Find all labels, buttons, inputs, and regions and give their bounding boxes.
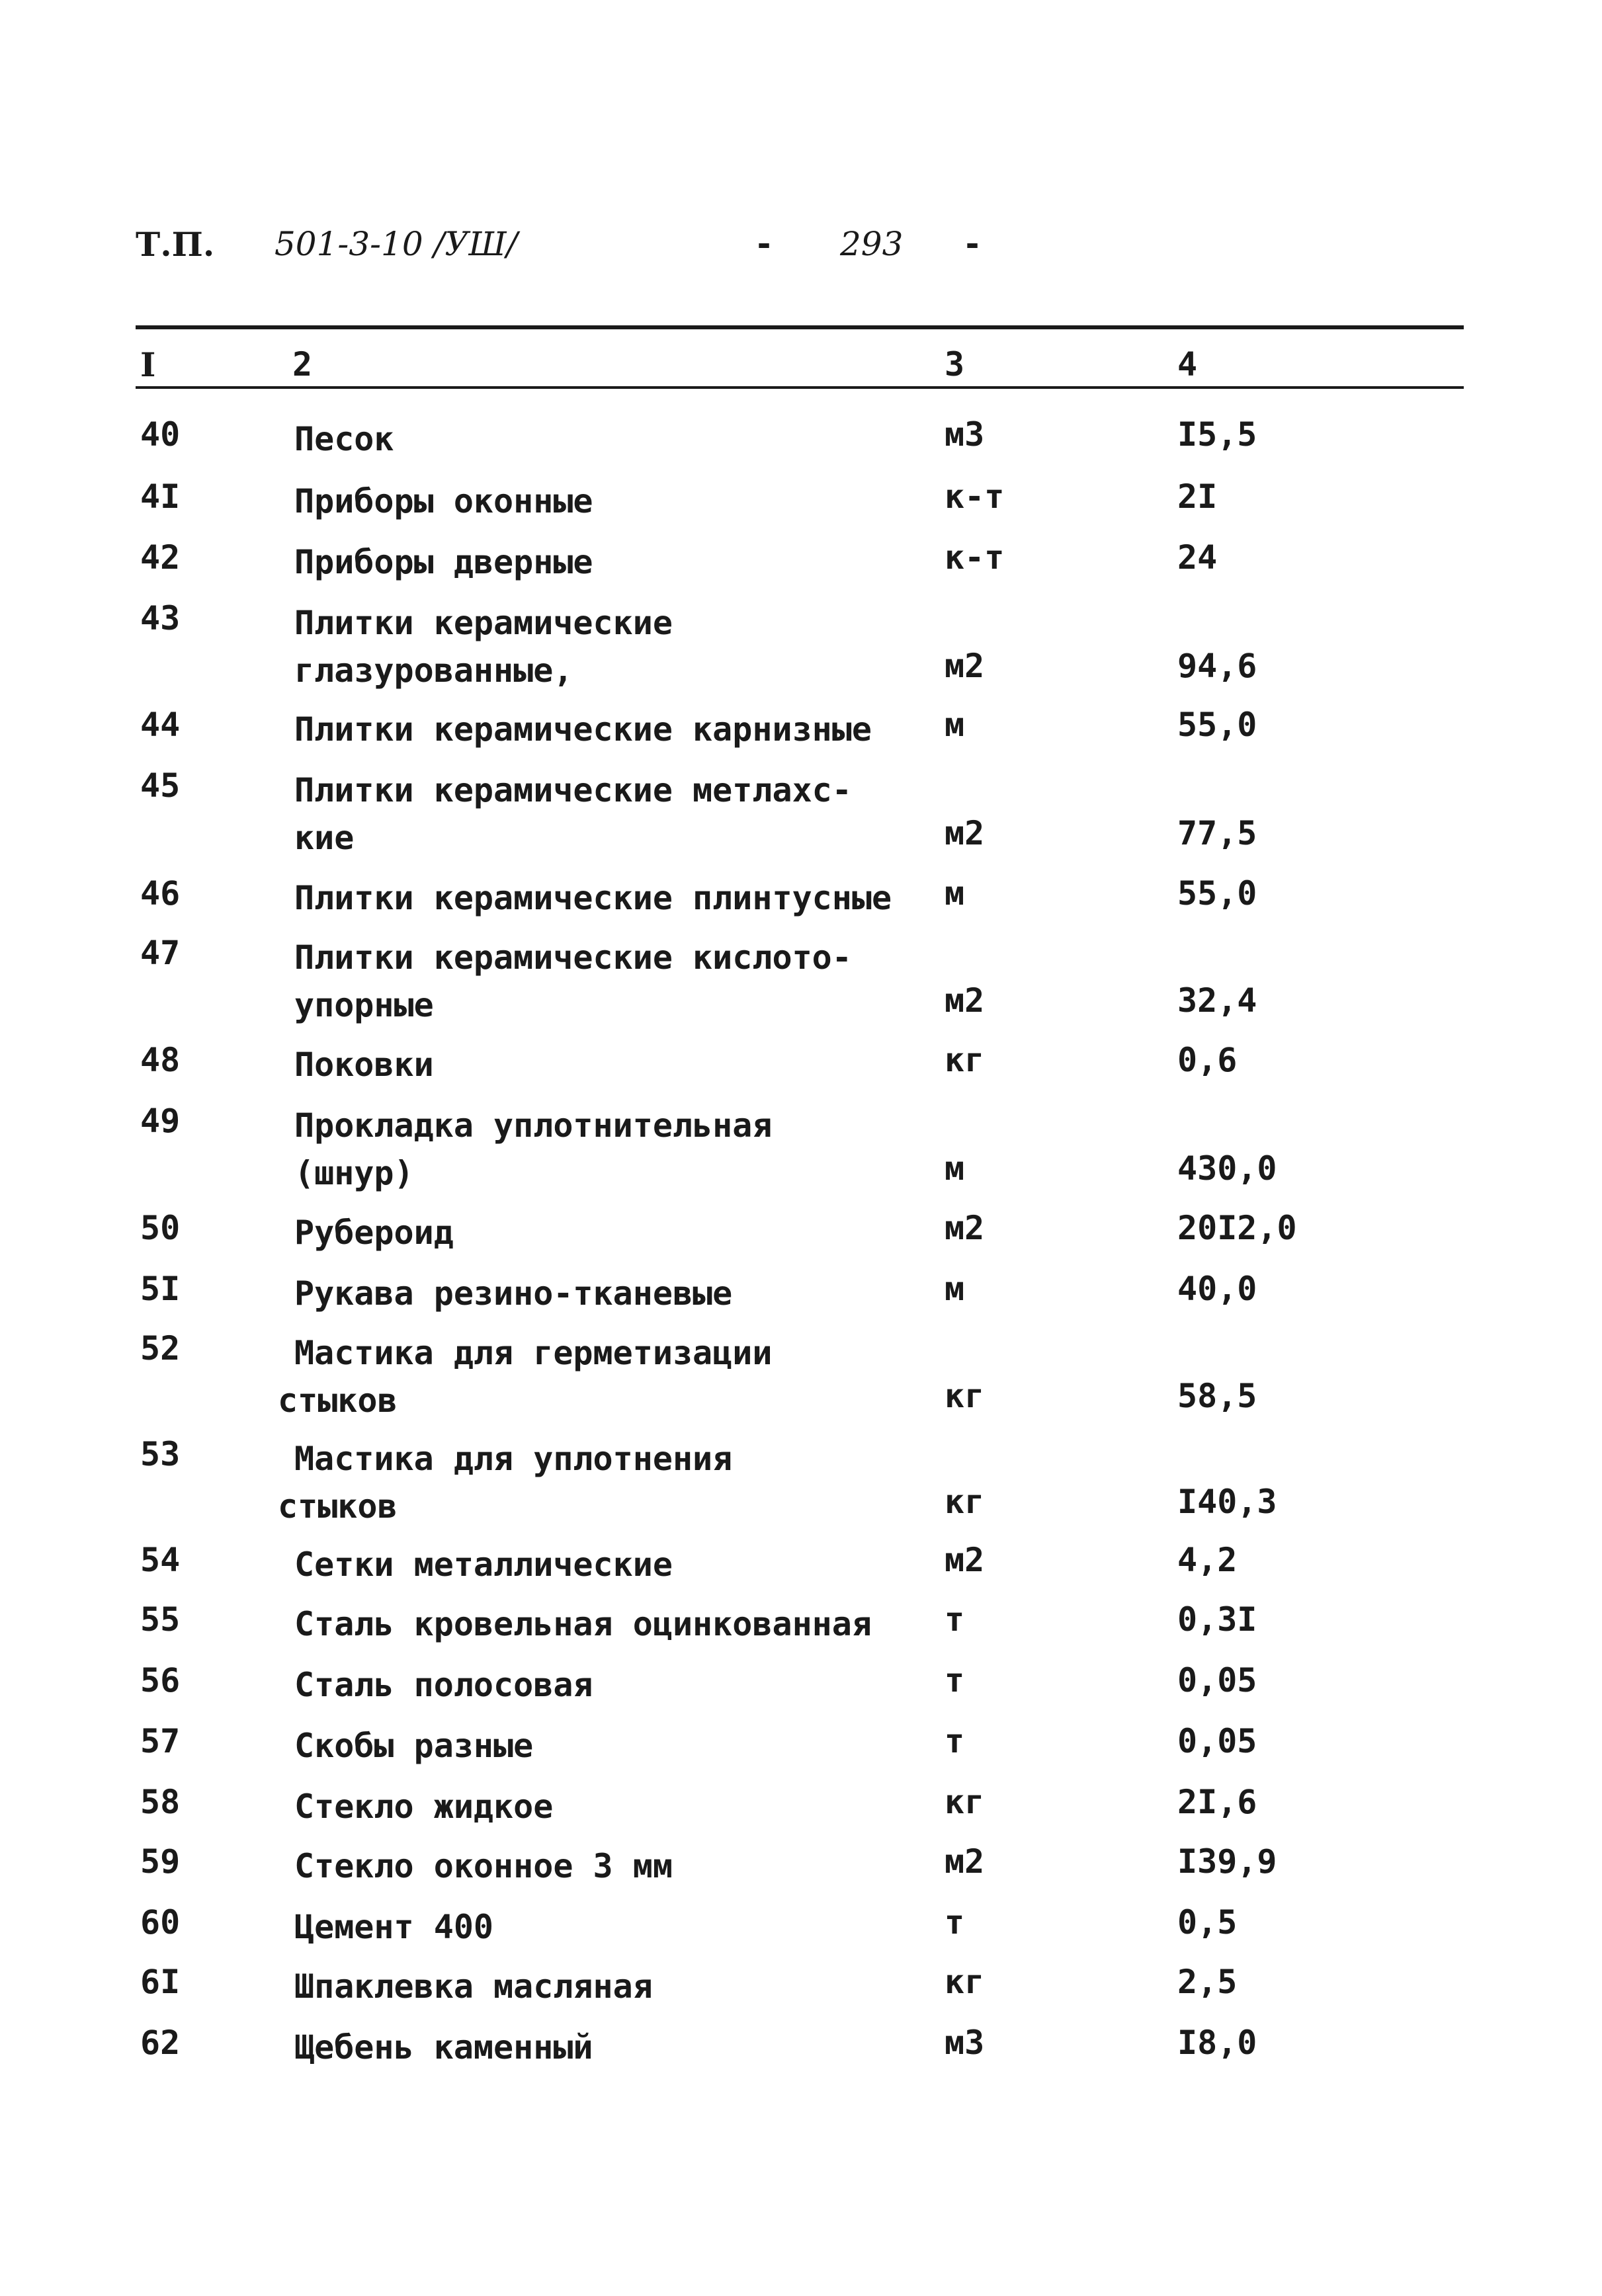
row-number: 42 xyxy=(140,538,181,577)
header-dash-right: - xyxy=(962,225,983,263)
material-name-line: Плитки керамические метлахс- xyxy=(294,771,852,809)
quantity: I39,9 xyxy=(1177,1842,1277,1881)
material-name xyxy=(294,1541,673,1588)
quantity: I8,0 xyxy=(1177,2024,1257,2062)
material-name-line: Рукава резино-тканевые xyxy=(294,1274,733,1313)
unit-of-measure: м3 xyxy=(945,415,985,454)
row-number: 47 xyxy=(140,934,181,972)
row-number: 60 xyxy=(140,1903,181,1942)
quantity: 0,3I xyxy=(1177,1600,1257,1639)
quantity: 24 xyxy=(1177,538,1218,577)
unit-of-measure: м2 xyxy=(945,647,985,685)
unit-of-measure: м xyxy=(945,706,965,744)
material-name-line: Цемент 400 xyxy=(294,1908,494,1946)
quantity: 55,0 xyxy=(1177,706,1257,744)
material-name-line: Приборы дверные xyxy=(294,543,593,581)
row-number: 56 xyxy=(140,1661,181,1700)
quantity: 430,0 xyxy=(1177,1149,1277,1188)
material-name xyxy=(294,1842,673,1890)
quantity: 0,5 xyxy=(1177,1903,1238,1942)
row-number: 50 xyxy=(140,1209,181,1247)
material-name-line: Плитки керамические плинтусные xyxy=(294,879,892,917)
material-name xyxy=(294,1722,533,1770)
unit-of-measure: м2 xyxy=(945,1209,985,1247)
material-name-continuation: упорные xyxy=(294,986,434,1024)
material-name-continuation: стыков xyxy=(278,1381,398,1420)
material-name xyxy=(294,1270,732,1317)
column-header-2: 2 xyxy=(292,345,313,384)
unit-of-measure: м xyxy=(945,1270,965,1308)
row-number: 52 xyxy=(140,1329,181,1368)
column-header-4: 4 xyxy=(1177,345,1198,384)
unit-of-measure: кг xyxy=(945,1041,985,1079)
material-name xyxy=(294,1903,493,1951)
quantity: 40,0 xyxy=(1177,1270,1257,1308)
quantity: 58,5 xyxy=(1177,1377,1257,1415)
material-name-line: Мастика для уплотнения xyxy=(294,1440,733,1478)
unit-of-measure: м3 xyxy=(945,2024,985,2062)
material-name xyxy=(294,477,593,525)
quantity: 94,6 xyxy=(1177,647,1257,685)
quantity: 0,05 xyxy=(1177,1661,1257,1700)
row-number: 4I xyxy=(140,477,181,516)
material-name xyxy=(294,1102,772,1197)
quantity: 2I xyxy=(1177,477,1218,516)
material-name-line: Шпаклевка масляная xyxy=(294,1967,653,2006)
unit-of-measure: кг xyxy=(945,1483,985,1521)
quantity: 2,5 xyxy=(1177,1963,1238,2001)
unit-of-measure: т xyxy=(945,1600,965,1639)
material-name xyxy=(294,1963,653,2010)
unit-of-measure: к-т xyxy=(945,477,1005,516)
row-number: 6I xyxy=(140,1963,181,2001)
material-name-line: Прокладка уплотнительная xyxy=(294,1106,773,1145)
column-header-1: I xyxy=(140,345,156,384)
material-name-continuation: стыков xyxy=(278,1487,398,1526)
row-number: 40 xyxy=(140,415,181,454)
row-number: 62 xyxy=(140,2024,181,2062)
header-page-number: 293 xyxy=(840,225,904,263)
material-name-line: Скобы разные xyxy=(294,1727,534,1765)
quantity: 4,2 xyxy=(1177,1541,1238,1579)
quantity: 20I2,0 xyxy=(1177,1209,1297,1247)
header-label: Т.П. xyxy=(136,225,215,264)
column-header-3: 3 xyxy=(945,345,965,384)
material-name-continuation: (шнур) xyxy=(294,1154,414,1192)
material-name xyxy=(294,934,852,1029)
material-name xyxy=(294,1209,454,1256)
material-name xyxy=(294,1041,434,1088)
material-name-line: Рубероид xyxy=(294,1213,454,1252)
row-number: 58 xyxy=(140,1783,181,1821)
row-number: 46 xyxy=(140,874,181,913)
material-name-line: Приборы оконные xyxy=(294,482,593,520)
material-name-line: Плитки керамические xyxy=(294,604,673,642)
unit-of-measure: м2 xyxy=(945,1541,985,1579)
header-doc-number: 501-3-10 /УШ/ xyxy=(274,225,518,263)
unit-of-measure: т xyxy=(945,1722,965,1760)
material-name xyxy=(294,599,673,694)
material-name-line: Песок xyxy=(294,420,394,458)
material-name-line: Поковки xyxy=(294,1046,434,1084)
unit-of-measure: т xyxy=(945,1903,965,1942)
quantity: 0,05 xyxy=(1177,1722,1257,1760)
quantity: 32,4 xyxy=(1177,981,1257,1020)
material-name-line: Стекло оконное 3 мм xyxy=(294,1847,673,1885)
material-name xyxy=(278,1329,773,1424)
unit-of-measure: т xyxy=(945,1661,965,1700)
material-name xyxy=(294,2024,593,2071)
column-header-rule xyxy=(136,386,1464,389)
quantity: 55,0 xyxy=(1177,874,1257,913)
row-number: 44 xyxy=(140,706,181,744)
row-number: 48 xyxy=(140,1041,181,1079)
material-name-continuation: глазурованные, xyxy=(294,651,573,690)
unit-of-measure: м2 xyxy=(945,1842,985,1881)
row-number: 43 xyxy=(140,599,181,637)
row-number: 54 xyxy=(140,1541,181,1579)
material-name-line: Плитки керамические кислото- xyxy=(294,938,852,977)
row-number: 59 xyxy=(140,1842,181,1881)
row-number: 53 xyxy=(140,1435,181,1473)
unit-of-measure: м2 xyxy=(945,814,985,852)
material-name-line: Сталь кровельная оцинкованная xyxy=(294,1605,872,1643)
material-name xyxy=(294,538,593,586)
material-name-line: Стекло жидкое xyxy=(294,1787,554,1826)
quantity: I40,3 xyxy=(1177,1483,1277,1521)
material-name-continuation: кие xyxy=(294,819,355,857)
quantity: 77,5 xyxy=(1177,814,1257,852)
table-top-rule xyxy=(136,325,1464,329)
material-name-line: Сталь полосовая xyxy=(294,1666,593,1704)
material-name xyxy=(294,1600,872,1648)
material-name-line: Щебень каменный xyxy=(294,2028,593,2067)
unit-of-measure: м xyxy=(945,1149,965,1188)
material-name xyxy=(294,415,394,463)
row-number: 49 xyxy=(140,1102,181,1140)
unit-of-measure: к-т xyxy=(945,538,1005,577)
unit-of-measure: кг xyxy=(945,1783,985,1821)
material-name-line: Плитки керамические карнизные xyxy=(294,710,872,749)
material-name xyxy=(294,1783,553,1830)
material-name xyxy=(294,1661,593,1709)
material-name-line: Сетки металлические xyxy=(294,1545,673,1584)
material-name xyxy=(278,1435,733,1530)
quantity: I5,5 xyxy=(1177,415,1257,454)
material-name xyxy=(294,766,852,862)
unit-of-measure: м2 xyxy=(945,981,985,1020)
quantity: 2I,6 xyxy=(1177,1783,1257,1821)
row-number: 55 xyxy=(140,1600,181,1639)
material-name xyxy=(294,874,892,922)
material-name xyxy=(294,706,872,753)
row-number: 45 xyxy=(140,766,181,805)
unit-of-measure: кг xyxy=(945,1377,985,1415)
row-number: 5I xyxy=(140,1270,181,1308)
unit-of-measure: кг xyxy=(945,1963,985,2001)
quantity: 0,6 xyxy=(1177,1041,1238,1079)
material-name-line: Мастика для герметизации xyxy=(294,1334,773,1372)
header-dash-left: - xyxy=(754,225,775,263)
row-number: 57 xyxy=(140,1722,181,1760)
unit-of-measure: м xyxy=(945,874,965,913)
